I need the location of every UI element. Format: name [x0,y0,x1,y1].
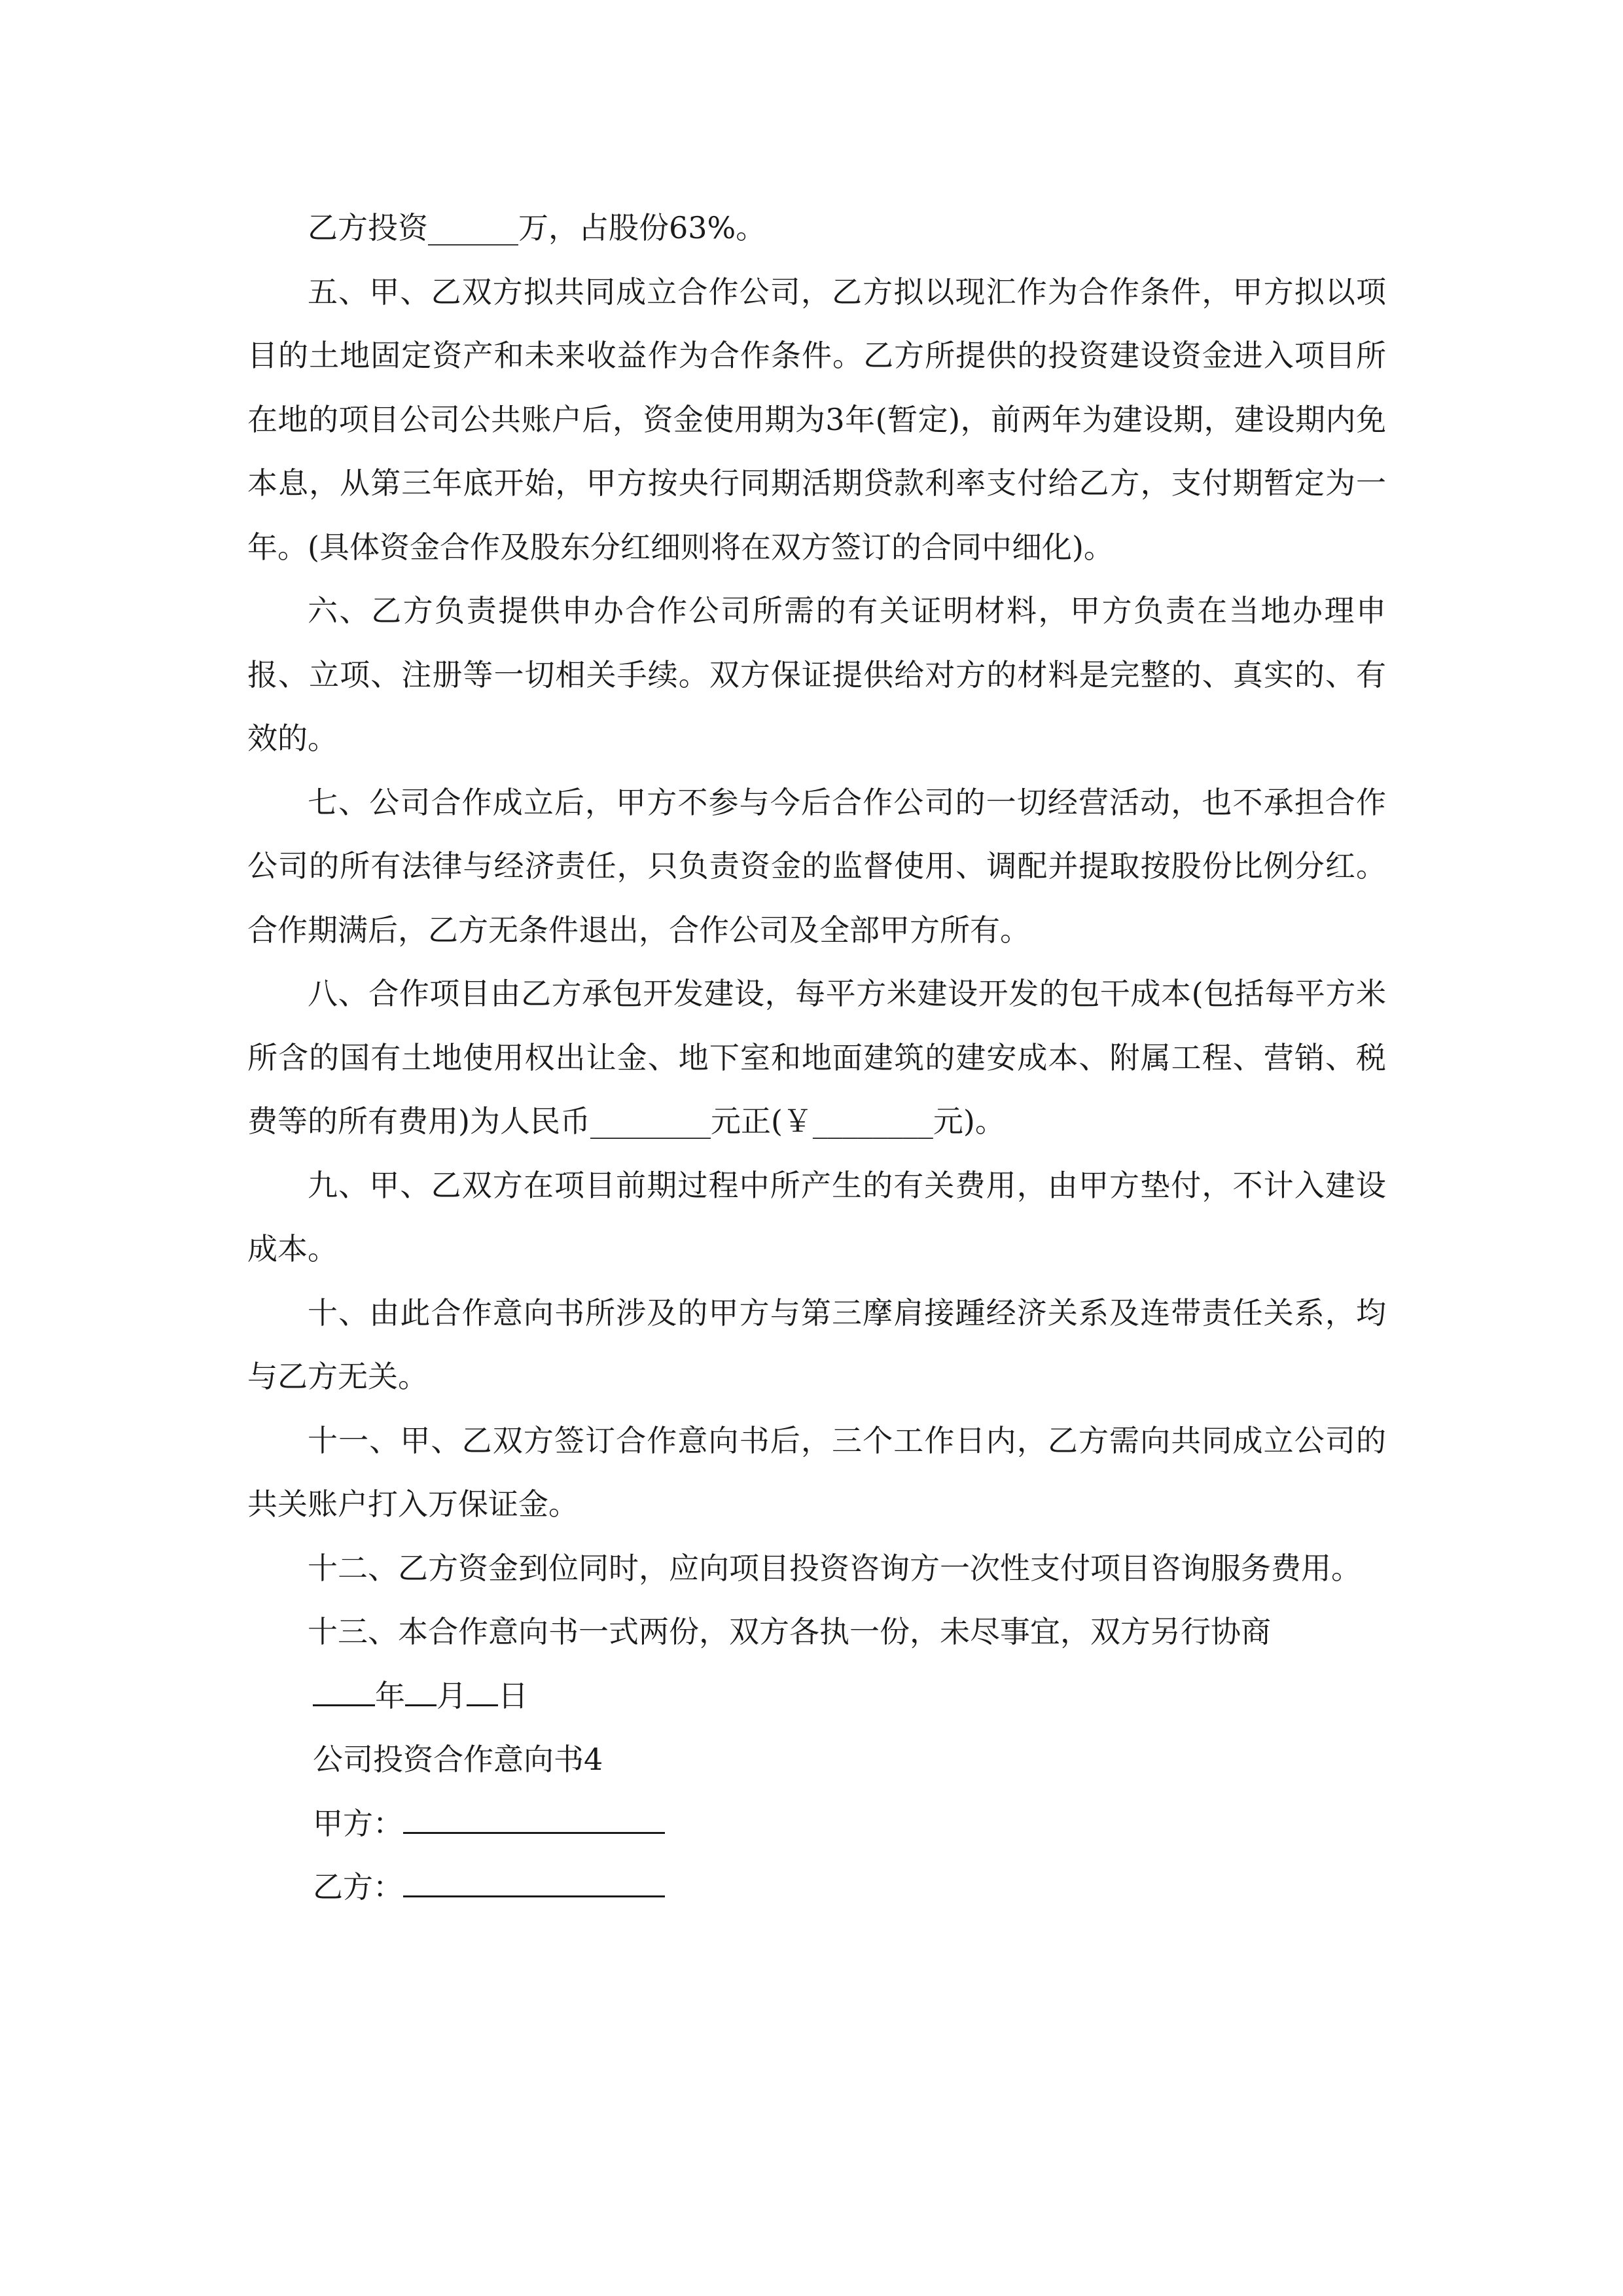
party-a-label: 甲方： [313,1805,403,1841]
party-b-signature-line [247,1856,1386,1920]
party-b-blank [403,1869,665,1897]
paragraph-clause-9: 九、甲、乙双方在项目前期过程中所产生的有关费用，由甲方垫付，不计入建设成本。 [247,1167,1386,1266]
paragraph-clause-6: 六、乙方负责提供申办合作公司所需的有关证明材料，甲方负责在当地办理申报、立项、注册等一切相关手续。双方保证提供给对方的材料是完整的、真实的、有效的。 [247,593,1386,756]
party-a-blank [403,1806,665,1834]
paragraph-clause-5: 五、甲、乙双方拟共同成立合作公司，乙方拟以现汇作为合作条件，甲方拟以项目的土地固定资产和未来收益作为合作条件。乙方所提供的投资建设资金进入项目所在地的项目公司公共账户后，资金使用期为3年(暂定)，前两年为建设期，建设期内免本息，从第三年底开始，甲方按央行同期活期贷款利率支付给乙方，支付期暂定为一年。(具体资金合作及股东分红细则将在双方签订的合同中细化)。 [247,274,1386,565]
paragraph-clause-13: 十三、本合作意向书一式两份，双方各执一份，未尽事宜，双方另行协商 [308,1614,1271,1649]
date-line [247,1664,1386,1729]
paragraph-clause-11: 十一、甲、乙双方签订合作意向书后，三个工作日内，乙方需向共同成立公司的共关账户打入万保证金。 [247,1422,1386,1522]
month-label: 月 [437,1677,467,1713]
year-label: 年 [375,1677,405,1713]
month-blank [405,1678,437,1706]
paragraph-clause-8: 八、合作项目由乙方承包开发建设，每平方米建设开发的包干成本(包括每平方米所含的国有土地使用权出让金、地下室和地面建筑的建安成本、附属工程、营销、税费等的所有费用)为人民币________元正(￥________元)。 [247,976,1386,1139]
paragraph-clause-12: 十二、乙方资金到位同时，应向项目投资咨询方一次性支付项目咨询服务费用。 [308,1550,1361,1586]
paragraph-clause-7: 七、公司合作成立后，甲方不参与今后合作公司的一切经营活动，也不承担合作公司的所有法律与经济责任，只负责资金的监督使用、调配并提取按股份比例分红。合作期满后，乙方无条件退出，合作公司及全部甲方所有。 [247,784,1386,948]
document-page [247,196,1386,1920]
paragraph-clause-10: 十、由此合作意向书所涉及的甲方与第三摩肩接踵经济关系及连带责任关系，均与乙方无关。 [247,1295,1386,1394]
party-a-signature-line [247,1792,1386,1856]
paragraph-investment-b: 乙方投资______万，占股份63%。 [308,210,766,245]
day-blank [467,1678,498,1706]
day-label: 日 [498,1677,528,1713]
next-document-title: 公司投资合作意向书4 [313,1742,603,1777]
year-blank [313,1678,375,1706]
party-b-label: 乙方： [313,1869,403,1905]
